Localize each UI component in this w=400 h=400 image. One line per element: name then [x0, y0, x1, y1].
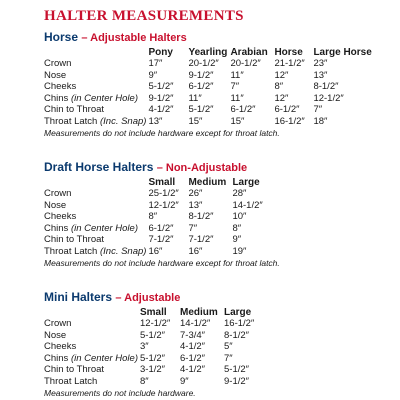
table-row: [44, 104, 372, 116]
row-label: [44, 353, 140, 365]
table-cell: 10″: [232, 211, 247, 222]
table-cell: 7″: [230, 81, 240, 92]
section-name: Mini Halters: [44, 290, 113, 304]
section-name: Draft Horse Halters: [44, 160, 154, 174]
section-horse: [44, 30, 394, 138]
footnote: Measurements do not include hardware.: [44, 388, 196, 398]
row-label-text: Throat Latch: [44, 375, 98, 387]
table-cell: 12-1/2″: [140, 318, 171, 329]
table-cell: 8″: [148, 211, 158, 222]
row-label: [44, 93, 148, 105]
table-cell: 12″: [274, 92, 289, 104]
row-label: [44, 211, 148, 223]
table-header-row: [44, 177, 282, 188]
table-cell: 5-1/2″: [140, 352, 166, 364]
section-subtitle: – Adjustable Halters: [81, 32, 187, 44]
table-cell: 7-3/4″: [180, 329, 206, 341]
table-cell: 8″: [274, 81, 284, 92]
column-header: Large: [232, 177, 260, 188]
table-cell: 26″: [188, 188, 203, 199]
row-label-text: Cheeks: [44, 81, 77, 92]
table-row: [44, 353, 274, 365]
row-label: [44, 330, 140, 342]
column-header: Small: [140, 307, 167, 318]
table-row: [44, 70, 372, 82]
table-header-row: [44, 307, 274, 318]
table-cell: 6-1/2″: [148, 222, 174, 234]
table-cell: 8″: [232, 222, 242, 234]
column-header: Yearling: [188, 47, 228, 58]
measurement-table: [44, 47, 372, 127]
table-cell: 8″: [140, 375, 149, 387]
table-cell: 13″: [313, 69, 328, 81]
row-label-text: Nose: [44, 199, 67, 211]
table-row: [44, 234, 282, 246]
table-cell: 9-1/2″: [224, 375, 250, 387]
row-label: [44, 200, 148, 212]
row-label: [44, 188, 148, 200]
row-label-text: Throat Latch: [44, 245, 100, 257]
table-cell: 6-1/2″: [180, 352, 206, 364]
table-cell: 8-1/2″: [313, 81, 339, 92]
row-label: [44, 376, 140, 388]
table-cell: 12-1/2″: [148, 199, 179, 211]
page-title: HALTER MEASUREMENTS: [44, 8, 244, 24]
row-label-note: (in Center Hole): [70, 352, 138, 364]
table-cell: 28″: [232, 188, 247, 199]
table-cell: 7″: [224, 352, 233, 364]
table-cell: 9″: [180, 375, 189, 387]
section-mini: [44, 290, 394, 398]
column-header: Medium: [180, 307, 218, 318]
table-cell: 7-1/2″: [148, 234, 174, 245]
column-header: Small: [148, 177, 176, 188]
table-cell: 3-1/2″: [140, 364, 166, 375]
table-header-row: [44, 47, 372, 58]
row-label-text: Chin to Throat: [44, 364, 105, 375]
table-cell: 23″: [313, 58, 328, 69]
table-cell: 5-1/2″: [188, 104, 214, 115]
column-header: Arabian: [230, 47, 268, 58]
table-row: [44, 58, 372, 70]
table-cell: 6-1/2″: [188, 81, 214, 92]
table-cell: 9-1/2″: [188, 69, 214, 81]
column-header: Pony: [148, 47, 173, 58]
table-row: [44, 116, 372, 128]
table-cell: 6-1/2″: [274, 104, 300, 115]
section-subtitle: – Non-Adjustable: [156, 162, 248, 174]
row-label-text: Chin to Throat: [44, 234, 105, 245]
table-cell: 6-1/2″: [230, 104, 256, 115]
table-cell: 15″: [188, 115, 203, 127]
row-label-text: Chins: [44, 352, 71, 364]
table-cell: 5-1/2″: [148, 81, 174, 92]
column-header: Horse: [274, 47, 303, 58]
row-label-note: (in Center Hole): [70, 222, 138, 234]
row-label-text: Cheeks: [44, 341, 77, 352]
row-label-text: Crown: [44, 58, 72, 69]
table-cell: 20-1/2″: [230, 58, 261, 69]
table-cell: 13″: [148, 115, 163, 127]
table-cell: 4-1/2″: [180, 341, 206, 352]
row-label-note: (Inc. Snap): [99, 115, 147, 127]
table-cell: 5-1/2″: [140, 329, 166, 341]
row-label-text: Throat Latch: [44, 115, 100, 127]
table-row: [44, 376, 274, 388]
row-label-text: Chins: [44, 222, 71, 234]
column-header: Medium: [188, 177, 227, 188]
table-row: [44, 93, 372, 105]
footnote: Measurements do not include hardware except for throat latch.: [44, 128, 280, 138]
measurement-table: [44, 307, 274, 387]
footnote: Measurements do not include hardware except for throat latch.: [44, 258, 280, 268]
column-header-label: [44, 47, 148, 58]
column-header-label: [44, 177, 148, 188]
column-header: Large: [224, 307, 252, 318]
table-row: [44, 341, 274, 353]
table-cell: 9″: [148, 69, 158, 81]
table-cell: 7-1/2″: [188, 234, 214, 245]
table-row: [44, 81, 372, 93]
table-cell: 11″: [230, 69, 244, 81]
table-cell: 7″: [313, 104, 323, 115]
table-cell: 5″: [224, 341, 233, 352]
table-cell: 5-1/2″: [224, 364, 250, 375]
row-label: [44, 70, 148, 82]
row-label-text: Chins: [44, 92, 71, 104]
row-label-text: Cheeks: [44, 211, 77, 222]
table-cell: 11″: [230, 92, 244, 104]
row-label: [44, 58, 148, 70]
row-label-text: Crown: [44, 188, 72, 199]
row-label-text: Crown: [44, 318, 72, 329]
table-cell: 12-1/2″: [313, 92, 344, 104]
section-title: [44, 290, 394, 304]
column-header-label: [44, 307, 140, 318]
table-cell: 25-1/2″: [148, 188, 179, 199]
section-title: [44, 160, 394, 174]
table-cell: 16″: [148, 245, 163, 257]
table-cell: 8-1/2″: [224, 329, 250, 341]
section-draft-horse: [44, 160, 394, 268]
table-cell: 16-1/2″: [224, 318, 255, 329]
section-subtitle: – Adjustable: [115, 292, 181, 304]
row-label-note: (in Center Hole): [70, 92, 138, 104]
table-cell: 11″: [188, 92, 202, 104]
row-label: [44, 246, 148, 258]
table-cell: 14-1/2″: [232, 199, 263, 211]
table-cell: 15″: [230, 115, 245, 127]
table-cell: 4-1/2″: [148, 104, 174, 115]
table-cell: 13″: [188, 199, 203, 211]
measurement-table: [44, 177, 282, 257]
row-label-text: Chin to Throat: [44, 104, 105, 115]
table-cell: 14-1/2″: [180, 318, 211, 329]
table-cell: 19″: [232, 245, 247, 257]
row-label: [44, 81, 148, 93]
column-header: Large Horse: [313, 47, 372, 58]
table-cell: 17″: [148, 58, 163, 69]
row-label: [44, 116, 148, 128]
row-label: [44, 223, 148, 235]
table-cell: 4-1/2″: [180, 364, 206, 375]
table-cell: 8-1/2″: [188, 211, 214, 222]
row-label: [44, 104, 148, 116]
table-cell: 18″: [313, 115, 328, 127]
table-row: [44, 188, 282, 200]
row-label: [44, 234, 148, 246]
table-cell: 9-1/2″: [148, 92, 174, 104]
row-label-text: Nose: [44, 329, 67, 341]
row-label: [44, 364, 140, 376]
table-cell: 7″: [188, 222, 198, 234]
row-label: [44, 341, 140, 353]
table-row: [44, 211, 282, 223]
table-cell: 9″: [232, 234, 242, 245]
table-cell: 12″: [274, 69, 289, 81]
table-row: [44, 246, 282, 258]
table-row: [44, 364, 274, 376]
table-row: [44, 200, 282, 212]
row-label-text: Nose: [44, 69, 67, 81]
section-name: Horse: [44, 30, 79, 44]
section-title: [44, 30, 394, 44]
row-label: [44, 318, 140, 330]
table-cell: 3″: [140, 341, 149, 352]
table-row: [44, 318, 274, 330]
table-row: [44, 330, 274, 342]
table-row: [44, 223, 282, 235]
table-cell: 16″: [188, 245, 203, 257]
table-cell: 21-1/2″: [274, 58, 305, 69]
table-cell: 20-1/2″: [188, 58, 219, 69]
table-cell: 16-1/2″: [274, 115, 305, 127]
row-label-note: (Inc. Snap): [99, 245, 147, 257]
